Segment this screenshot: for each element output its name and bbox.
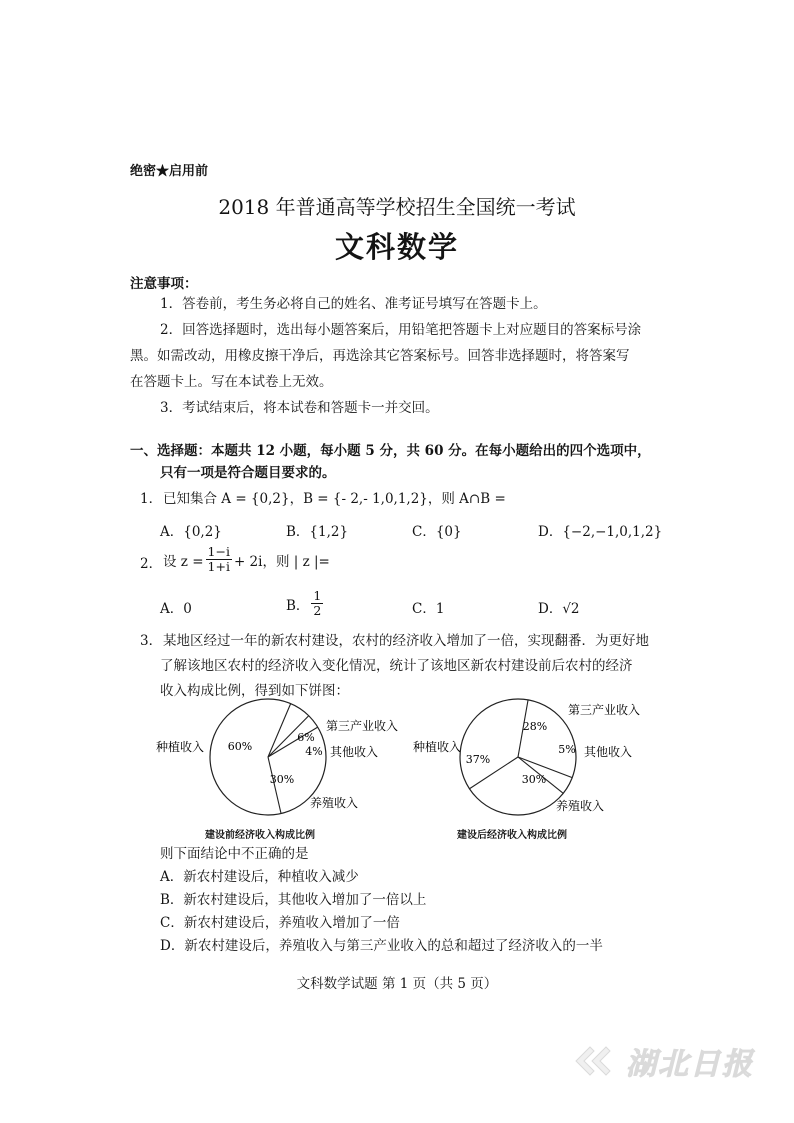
watermark-logo-icon xyxy=(572,1044,616,1078)
q2-option-c: C．1 xyxy=(412,601,445,617)
page-footer: 文科数学试题 第 1 页（共 5 页） xyxy=(296,976,498,992)
pie-slice-category-label: 其他收入 xyxy=(330,745,379,759)
pie-slice-percent-label: 37% xyxy=(465,753,491,766)
watermark-text: 湖北日报 xyxy=(626,1047,754,1082)
confidential-mark: 绝密★启用前 xyxy=(130,164,209,179)
q1-number: 1． xyxy=(140,491,163,507)
q2-stem xyxy=(163,545,330,574)
section-heading: 一、选择题：本题共 12 小题，每小题 5 分，共 60 分。在每小题给出的四个选项中， xyxy=(130,443,651,459)
pie-slice-percent-label: 4% xyxy=(305,745,323,758)
pie-slice-percent-label: 28% xyxy=(522,720,548,733)
pie-slice-percent-label: 5% xyxy=(558,743,576,756)
q3-stem-line-3: 收入构成比例，得到如下饼图： xyxy=(160,683,349,699)
pie-slice-percent-label: 6% xyxy=(297,731,315,744)
notice-item-2: 2．回答选择题时，选出每小题答案后，用铅笔把答题卡上对应题目的答案标号涂 xyxy=(160,322,642,338)
exam-title: 2018 年普通高等学校招生全国统一考试 xyxy=(218,195,576,219)
pie-slice-percent-label: 30% xyxy=(269,773,295,786)
pie-slice-percent-label: 60% xyxy=(227,740,253,753)
q2-stem-prefix: 设 z = xyxy=(163,553,204,570)
q2-fraction xyxy=(206,545,232,574)
pie-slice-category-label: 其他收入 xyxy=(584,745,633,759)
section-heading-cont: 只有一项是符合题目要求的。 xyxy=(160,465,336,481)
newspaper-watermark xyxy=(572,1039,754,1083)
q2-option-b-fraction xyxy=(311,589,323,618)
q3-number: 3． xyxy=(140,633,163,649)
pie-before-caption: 建设前经济收入构成比例 xyxy=(205,830,315,841)
q1-option-d: D．{−2,−1,0,1,2} xyxy=(538,524,663,540)
pie-charts xyxy=(150,695,670,845)
q2-option-a: A．0 xyxy=(160,601,192,617)
pie-slice-percent-label: 30% xyxy=(521,773,547,786)
q1-stem: 已知集合 A = {0,2}，B = {- 2,- 1,0,1,2}，则 A∩B = xyxy=(163,491,506,507)
q3-stem-line-1: 某地区经过一年的新农村建设，农村的经济收入增加了一倍，实现翻番．为更好地 xyxy=(163,633,649,649)
pie-slice-category-label: 养殖收入 xyxy=(556,799,605,813)
pie-slice-category-label: 种植收入 xyxy=(413,740,462,754)
pie-slice-category-label: 第三产业收入 xyxy=(326,719,399,733)
q2-stem-suffix: + 2i，则 | z |= xyxy=(233,553,330,570)
q3-stem-line-2: 了解该地区农村的经济收入变化情况，统计了该地区新农村建设前后农村的经济 xyxy=(160,658,633,674)
notice-item-2-cont2: 在答题卡上。写在本试卷上无效。 xyxy=(130,374,333,390)
q2-number: 2． xyxy=(140,556,163,572)
q2-option-b-numerator: 1 xyxy=(313,588,322,603)
q1-option-a: A．{0,2} xyxy=(160,524,222,540)
q3-question: 则下面结论中不正确的是 xyxy=(160,846,309,862)
notice-item-2-cont: 黑。如需改动，用橡皮擦干净后，再选涂其它答案标号。回答非选择题时，将答案写 xyxy=(130,348,630,364)
pie-slice-boundary xyxy=(268,704,291,757)
pie-slice-category-label: 养殖收入 xyxy=(310,796,359,810)
notice-item-1: 1．答卷前，考生务必将自己的姓名、准考证号填写在答题卡上。 xyxy=(160,296,547,312)
q2-option-b-label: B． xyxy=(286,597,310,614)
q2-option-d: D．√2 xyxy=(538,601,580,617)
q1-option-b: B．{1,2} xyxy=(286,524,349,540)
pie-slice-category-label: 种植收入 xyxy=(156,740,205,754)
q2-option-b-denominator: 2 xyxy=(313,603,322,618)
q3-option-a: A．新农村建设后，种植收入减少 xyxy=(160,869,359,885)
pie-after-caption: 建设后经济收入构成比例 xyxy=(457,830,567,841)
q3-option-b: B．新农村建设后，其他收入增加了一倍以上 xyxy=(160,892,427,908)
q3-option-d: D．新农村建设后，养殖收入与第三产业收入的总和超过了经济收入的一半 xyxy=(160,938,603,954)
notice-item-3: 3．考试结束后，将本试卷和答题卡一并交回。 xyxy=(160,400,439,416)
subject-title: 文科数学 xyxy=(334,230,459,264)
q2-fraction-denominator: 1+i xyxy=(207,559,230,574)
q2-fraction-numerator: 1−i xyxy=(207,544,230,559)
q2-option-b xyxy=(286,589,325,618)
pie-slice-category-label: 第三产业收入 xyxy=(568,703,641,717)
notice-heading: 注意事项： xyxy=(130,276,198,292)
pie-chart-after xyxy=(413,699,640,815)
q3-option-c: C．新农村建设后，养殖收入增加了一倍 xyxy=(160,915,400,931)
pie-chart-before xyxy=(156,699,398,815)
q1-option-c: C．{0} xyxy=(412,524,462,540)
